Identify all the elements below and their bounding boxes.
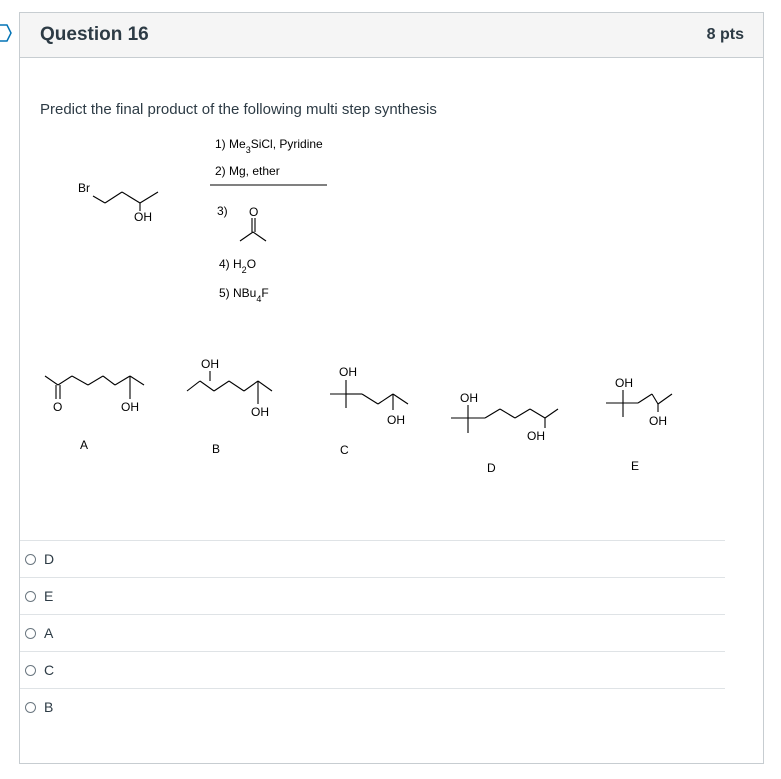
question-points: 8 pts: [706, 26, 744, 43]
radio-button[interactable]: [25, 702, 36, 713]
answer-label[interactable]: E: [44, 588, 54, 604]
answer-option[interactable]: [20, 651, 725, 688]
option-a-o-label: O: [53, 400, 63, 414]
radio-button[interactable]: [25, 554, 36, 565]
option-b-oh-bottom-label: OH: [251, 405, 269, 419]
option-b-structure: [187, 371, 272, 404]
option-c-oh-top-label: OH: [339, 365, 357, 379]
answer-option[interactable]: [20, 614, 725, 651]
radio-button[interactable]: [25, 628, 36, 639]
reagent-step3-number: 3): [217, 204, 228, 218]
answer-label[interactable]: D: [44, 551, 55, 567]
option-e-oh-top-label: OH: [615, 376, 633, 390]
option-e-oh-bottom-label: OH: [649, 414, 667, 428]
question-title: Question 16: [40, 24, 149, 45]
option-d-letter: D: [487, 461, 496, 475]
radio-button[interactable]: [25, 591, 36, 602]
reagent-step2: 2) Mg, ether: [215, 164, 280, 178]
option-b-letter: B: [212, 442, 221, 456]
option-a-structure: [45, 376, 144, 399]
acetone-o-label: O: [249, 205, 259, 219]
answer-list: [20, 540, 725, 725]
option-c-structure: [330, 380, 408, 410]
option-c-letter: C: [340, 443, 349, 457]
radio-button[interactable]: [25, 665, 36, 676]
option-b-oh-top-label: OH: [201, 357, 219, 371]
option-c-oh-bottom-label: OH: [387, 413, 405, 427]
option-d-oh-bottom-label: OH: [527, 429, 545, 443]
question-prompt: Predict the final product of the following multi step synthesis: [40, 101, 437, 118]
reagent-step4: 4) $H_2O$: [219, 257, 257, 275]
reagent-step1: 1) $Me_3SiCl$, Pyridine: [215, 137, 323, 155]
reagent-step5: 5) NBu$_4$F: [219, 286, 269, 304]
answer-option[interactable]: [20, 540, 725, 577]
answer-label[interactable]: B: [44, 699, 54, 715]
option-a-letter: A: [80, 438, 89, 452]
answer-label[interactable]: C: [44, 662, 55, 678]
sm-br-label: Br: [78, 181, 90, 195]
starting-material-structure: [93, 192, 158, 211]
sm-oh-label: OH: [134, 210, 152, 224]
option-e-structure: [606, 390, 672, 417]
answer-option[interactable]: [20, 577, 725, 614]
answer-label[interactable]: A: [44, 625, 54, 641]
acetone-structure: [240, 218, 266, 241]
option-e-letter: E: [631, 459, 640, 473]
option-a-oh-label: OH: [121, 400, 139, 414]
option-d-oh-top-label: OH: [460, 391, 478, 405]
answer-option[interactable]: [20, 688, 725, 725]
